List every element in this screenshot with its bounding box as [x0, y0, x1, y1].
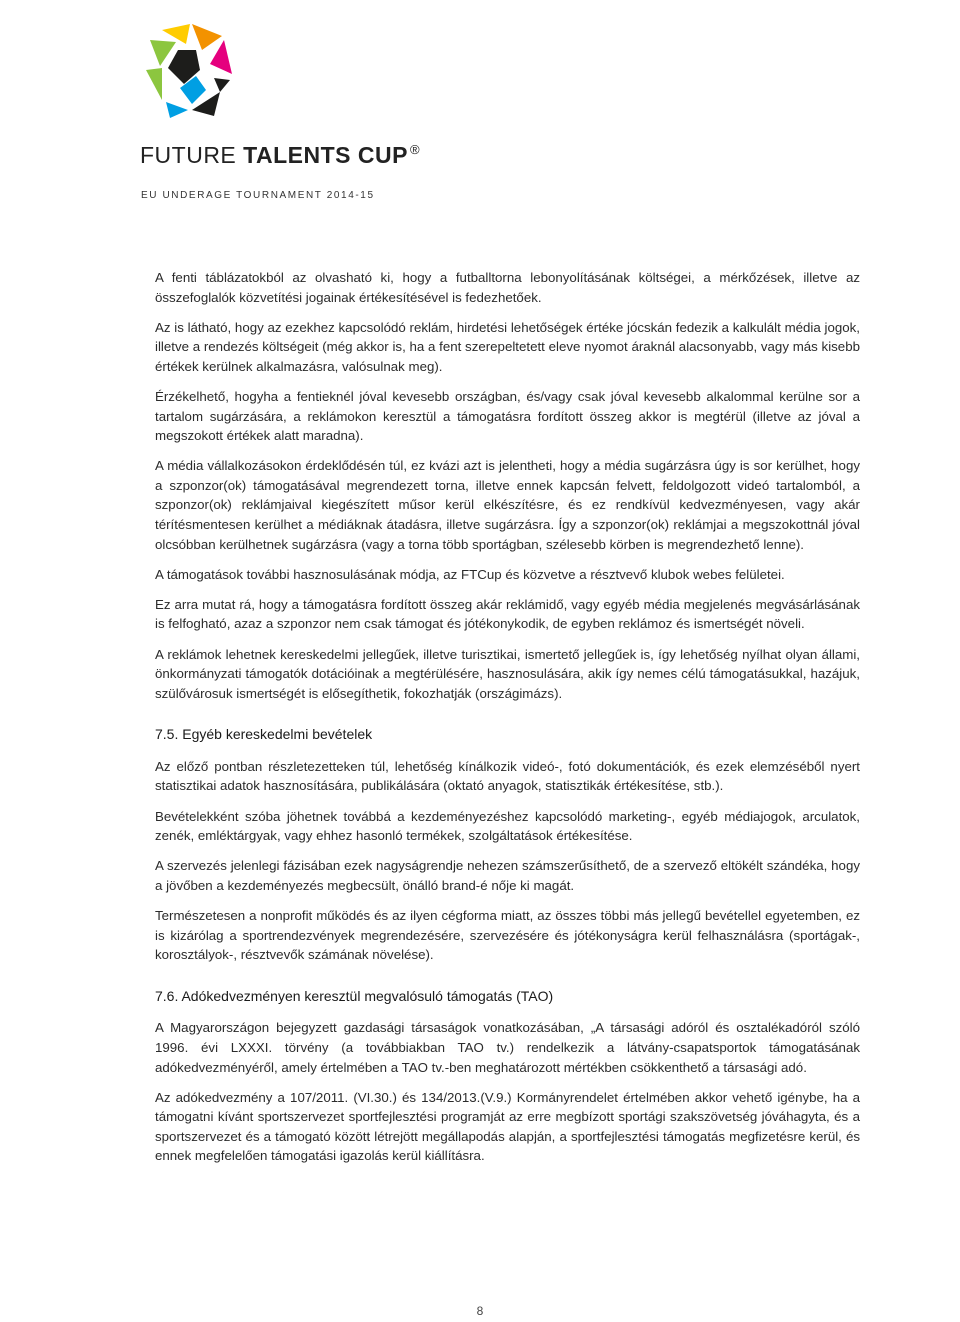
paragraph: Az adókedvezmény a 107/2011. (VI.30.) és 134/2013.(V.9.) Kormányrendelet értelmében akkor vehető igénybe, ha a támogatni kívánt sportszervezet sportfejlesztési programját az erre megbízott sportági szakszövetség jóváhagyta, és a sportszervezet és a támogató között létrejött megállapodás alapján, a sportfejlesztési támogatás megfizetésre kerül, és ennek megfelelően támogatási igazolás kerül kiállításra.	[155, 1089, 860, 1164]
paragraph: A reklámok lehetnek kereskedelmi jellegűek, illetve turisztikai, ismertető jellegűek is, így lehetőség nyílhat olyan állami, önkormányzati támogatók dotációinak a megtérülésére, hasznosulására, akik így nemes célú támogatásukkal, hazájuk, szülővárosuk ismertségét is elősegíthetik, fokozhatják (országimázs).	[155, 646, 860, 701]
paragraph: Természetesen a nonprofit működés és az ilyen cégforma miatt, az összes többi más jellegű bevétellel egyetemben, ez is kizárólag a sportrendezvények megrendezésére, szervezésére és jótékonyságra kerül felhasználásra (sportágak-, korosztályok-, résztvevők számának növelése).	[155, 907, 860, 963]
registered-mark: ®	[409, 142, 421, 158]
paragraph: A fenti táblázatokból az olvasható ki, hogy a futballtorna lebonyolításának költségei, a mérkőzések, illetve az összefoglalók közvetítési jogainak értékesítésével is fedezhetőek.	[155, 270, 860, 305]
page-number: 8	[476, 1304, 484, 1318]
paragraph: Bevételekként szóba jöhetnek továbbá a kezdeményezéshez kapcsolódó marketing-, egyéb médiajogok, arculatok, zenék, emléktárgyak, vagy ehhez hasonló termékek, szolgáltatások értékesítése.	[155, 808, 860, 844]
paragraph: A támogatások további hasznosulásának módja, az FTCup és közvetve a résztvevő klubok webes felületei.	[155, 566, 785, 582]
brand-name-part1: FUTURE	[140, 142, 237, 168]
paragraph: Érzékelhető, hogyha a fentieknél jóval kevesebb országban, és/vagy csak jóval kevesebb alkalommal kerülne sor a tartalom sugárzására, a reklámokon keresztül a támogatásra fordított összeg akkor is megtérül (illetve az jóval a megszokott értékek alatt maradna).	[155, 388, 860, 444]
brand-tagline: EU UNDERAGE TOURNAMENT 2014-15	[141, 190, 375, 201]
paragraph: Ez arra mutat rá, hogy a támogatásra fordított összeg akár reklámidő, vagy egyéb média megjelenés megvásárlásának is felfogható, azaz a szponzor nem csak támogat és jótékonykodik, de egyben reklámoz és ismertségét növeli.	[155, 596, 860, 632]
paragraph: A Magyarországon bejegyzett gazdasági társaságok vonatkozásában, „A társasági adóról és osztalékadóról szóló 1996. évi LXXXI. törvény (a továbbiakban TAO tv.) rendelkezik a látvány-csapatsportok támogatásának adókedvezményéről, amely értelmében a TAO tv.-ben meghatározott mértékben csökkenthető a társasági adó.	[155, 1020, 860, 1075]
paragraph: A szervezés jelenlegi fázisában ezek nagyságrendje nehezen számszerűsíthető, de a szervező eltökélt szándéka, hogy a jövőben a kezdeményezés megbecsült, önálló brand-é nője ki magát.	[155, 858, 860, 893]
brand-name-part2: TALENTS CUP	[243, 142, 408, 168]
section-heading-7-5: 7.5. Egyéb kereskedelmi bevételek	[155, 726, 373, 743]
soccer-ball-logo-icon	[140, 18, 240, 128]
section-heading-7-6: 7.6. Adókedvezményen keresztül megvalósuló támogatás (TAO)	[155, 987, 554, 1004]
paragraph: A média vállalkozásokon érdeklődésén túl, ez kvázi azt is jelentheti, hogy a média sugárzásra úgy is sor kerülhet, hogy a szponzor(ok) támogatásával megrendezett torna, illetve ennek kapcsán felvett, feldolgozott videó tartalomból, a szponzor(ok) reklámjaival kiegészített műsor kerül elkészítésre, és ez rendkívül kedvezményesen, vagy akár térítésmentesen kerülhet a médiáknak átadásra, illetve sugárzásra. Így a szponzor(ok) reklámjai a megszokottnál jóval olcsóbban kerülhetnek sugárzásra (vagy a torna több sportágban, szélesebb körben is megrendezhető lenne).	[155, 458, 860, 552]
brand-name	[140, 142, 420, 169]
paragraph: Az is látható, hogy az ezekhez kapcsolódó reklám, hirdetési lehetőségek értéke jócskán fedezik a kalkulált média jogok, illetve a rendezés költségeit (még akkor is, ha a fent szerepeltetett eleve nyomot áraknál alacsonyabb, vagy más kisebb értékek kerülnek alkalmazásra, valósulnak meg).	[155, 319, 860, 374]
paragraph: Az előző pontban részletezetteken túl, lehetőség kínálkozik videó-, fotó dokumentációk, és ezek elemzéséből nyert statisztikai adatok hasznosítására, publikálására (oktató anyagok, statisztikák értékesítése, stb.).	[155, 758, 860, 794]
document-body	[155, 268, 860, 1176]
brand-logo	[140, 18, 440, 201]
